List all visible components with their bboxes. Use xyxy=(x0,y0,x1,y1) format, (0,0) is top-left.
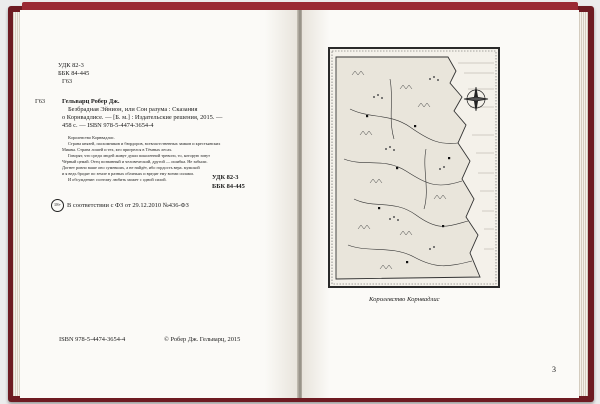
law-note: В соответствии с ФЗ от 29.12.2010 №436-ФЗ xyxy=(67,202,189,209)
annotation-line-5: Чёрный цемай. Отец позванный и человеческий, другой — ошибка. Не забыли. xyxy=(62,159,208,164)
biblio-line-1: Безбрадная Эйнион, или Сон разума : Сказания xyxy=(68,106,198,113)
biblio-line-2: о Корнвадлисе. — [Б. м.] : Издательские решения, 2015. — xyxy=(62,114,223,121)
annotation-line-3: Миквы. Страна лошей и тех, кто пригрелся в Тёмных лесах. xyxy=(62,147,173,152)
biblio-line-3: 458 с. — ISBN 978-5-4474-3654-4 xyxy=(62,122,154,129)
bbk-code-bottom: ББК 84-445 xyxy=(212,183,245,190)
annotation-line-6: Догнет ровно ваше оно сумевших, а не найдёт, ибо гордость вера. мужской xyxy=(62,165,200,170)
isbn: ISBN 978-5-4474-3654-4 xyxy=(59,336,126,343)
annotation-line-7: и я ведь бродят по земле в разных обличьях и вредят ему всеми силами. xyxy=(62,171,194,176)
compass-rose-icon xyxy=(464,87,488,111)
page-edges-right xyxy=(578,12,588,396)
kingdom-map xyxy=(328,47,500,288)
annotation-line-4: Говорят, что среди людей живут души поколенной тревоги, то, которую зовут xyxy=(68,153,210,158)
udk-code-bottom: УДК 82-3 xyxy=(212,174,239,181)
annotation-line-2: Страна князей, пасхомников и бюрдоров, всевластственных замков и крестьянских xyxy=(68,141,221,146)
map-caption: Королевство Корнвадлис xyxy=(369,296,440,303)
author-sign-margin: Г63 xyxy=(35,98,46,105)
annotation-line-1: Королевство Корнвадлис. xyxy=(68,135,115,140)
author-name: Гельварц Робер Дж. xyxy=(62,98,120,105)
age-rating-label: 18+ xyxy=(53,202,62,208)
age-rating-badge xyxy=(51,199,64,212)
udk-code: УДК 82-3 xyxy=(58,62,84,69)
page-number: 3 xyxy=(552,365,556,374)
bbk-code: ББК 84-445 xyxy=(58,70,90,77)
annotation-line-8: И обсуждение: поэтому любить может с одной силой. xyxy=(68,177,167,182)
author-sign-top: Г63 xyxy=(62,78,73,85)
copyright: © Робер Дж. Гельварц, 2015 xyxy=(164,336,241,343)
map-illustration xyxy=(330,49,498,286)
